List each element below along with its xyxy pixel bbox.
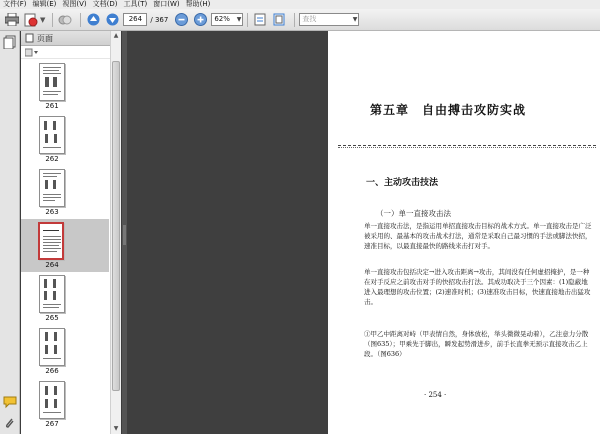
subsection-title: （一）单一直接攻击法 — [376, 209, 451, 218]
thumbnail-image — [39, 381, 65, 419]
title-rule — [338, 145, 596, 146]
thumbnail-image — [39, 328, 65, 366]
navigation-strip — [0, 31, 20, 434]
fit-width-icon[interactable] — [271, 12, 287, 28]
scroll-down-icon[interactable]: ▼ — [113, 425, 119, 432]
options-icon[interactable] — [25, 48, 39, 57]
fit-page-icon[interactable] — [252, 12, 268, 28]
thumbnail-label: 267 — [45, 420, 59, 428]
paragraph: 单一直接攻击法，是指运用单招直接攻击目标的战术方式。单一直接攻击是广泛被采用的、最基本的攻击战术打法，通常是采取自己最习惯的手法或脚法快招，速准目标，以最直接最快的路线来击打对手。 — [364, 222, 592, 250]
thumbnail-image — [39, 116, 65, 154]
menu-file[interactable]: 文件(F) — [3, 0, 27, 8]
next-page-icon[interactable] — [104, 12, 120, 28]
thumbnail-page-265[interactable] — [21, 272, 109, 325]
thumbnail-scrollbar[interactable] — [110, 31, 121, 434]
pages-panel — [21, 31, 121, 434]
thumbnail-image — [38, 222, 64, 260]
toolbar-divider — [294, 13, 295, 27]
zoom-in-icon[interactable] — [192, 12, 208, 28]
chevron-down-icon[interactable]: ▼ — [40, 15, 46, 24]
thumbnail-label: 262 — [45, 155, 59, 163]
splitter-grip[interactable] — [123, 225, 126, 245]
thumbnail-image — [39, 169, 65, 207]
panel-options[interactable] — [21, 46, 120, 59]
pages-icon — [25, 33, 34, 43]
create-pdf-icon[interactable] — [23, 12, 39, 28]
toolbar — [0, 9, 600, 31]
menu-tools[interactable]: 工具(T) — [123, 0, 148, 8]
menu-window[interactable]: 窗口(W) — [153, 0, 180, 8]
thumbnail-page-262[interactable] — [21, 113, 109, 166]
thumbnail-label: 265 — [45, 314, 59, 322]
attachment-icon[interactable] — [3, 416, 17, 430]
zoom-value: 62% — [214, 15, 230, 23]
menu-document[interactable]: 文档(D) — [92, 0, 118, 8]
page-total: / 367 — [150, 15, 169, 24]
paragraph: ①甲乙中距离对峙（甲表情自然，身体放松，举头微微晃动着），乙注意力分散（图635）；甲乘先于脚出，瞬发起势滑进步，前手长直拳无预示直接攻击乙上段。（图636） — [364, 330, 589, 358]
document-page — [328, 31, 600, 434]
chevron-down-icon: ▼ — [352, 16, 358, 23]
previous-page-icon[interactable] — [85, 12, 101, 28]
scrollbar-thumb[interactable] — [112, 61, 120, 391]
thumbnail-label: 263 — [45, 208, 59, 216]
search-placeholder: 查找 — [302, 15, 317, 23]
chevron-down-icon: ▼ — [236, 16, 242, 23]
paragraph: 单一直接攻击包括决定→进入攻击距离→攻击，其间没有任何虚招掩护，是一种在对手反应之前攻击对手的快招攻击打法。其成功取决于三个因素：(1)隐蔽地进入最理想的攻击位置；(2)速准时机；(3)速准攻击目标，快速直接地击出猛攻击。 — [364, 268, 591, 306]
menu-bar — [0, 0, 600, 9]
toolbar-divider — [80, 13, 81, 27]
panel-title: 页面 — [37, 33, 53, 43]
zoom-select[interactable] — [211, 13, 243, 26]
zoom-out-icon[interactable] — [173, 12, 189, 28]
toolbar-divider — [52, 13, 53, 27]
thumbnail-page-266[interactable] — [21, 325, 109, 378]
thumbnail-page-264[interactable] — [21, 219, 109, 272]
menu-help[interactable]: 帮助(H) — [185, 0, 211, 8]
thumbnail-label: 264 — [45, 261, 59, 269]
menu-edit[interactable]: 编辑(E) — [32, 0, 57, 8]
thumbnail-image — [39, 275, 65, 313]
thumbnail-page-267[interactable] — [21, 378, 109, 431]
thumbnail-image — [39, 63, 65, 101]
search-input[interactable] — [299, 13, 359, 26]
menu-view[interactable]: 视图(V) — [62, 0, 87, 8]
panel-header — [21, 31, 120, 46]
toolbar-divider — [247, 13, 248, 27]
chapter-title: 第五章 自由搏击攻防实战 — [370, 103, 527, 117]
thumbnail-page-261[interactable] — [21, 60, 109, 113]
scroll-up-icon[interactable]: ▲ — [113, 32, 119, 39]
thumbnail-page-263[interactable] — [21, 166, 109, 219]
thumbnail-label: 261 — [45, 102, 59, 110]
page-number: · 254 · — [424, 391, 447, 399]
title-rule — [338, 147, 596, 148]
print-icon[interactable] — [4, 12, 20, 28]
comment-icon[interactable] — [3, 395, 17, 409]
thumbnail-label: 266 — [45, 367, 59, 375]
thumbnail-list — [21, 60, 109, 434]
pages-icon[interactable] — [3, 35, 17, 49]
collaborate-icon[interactable] — [57, 12, 73, 28]
section-title: 一、主动攻击技法 — [366, 178, 439, 188]
page-number-input[interactable]: 264 — [123, 13, 147, 26]
